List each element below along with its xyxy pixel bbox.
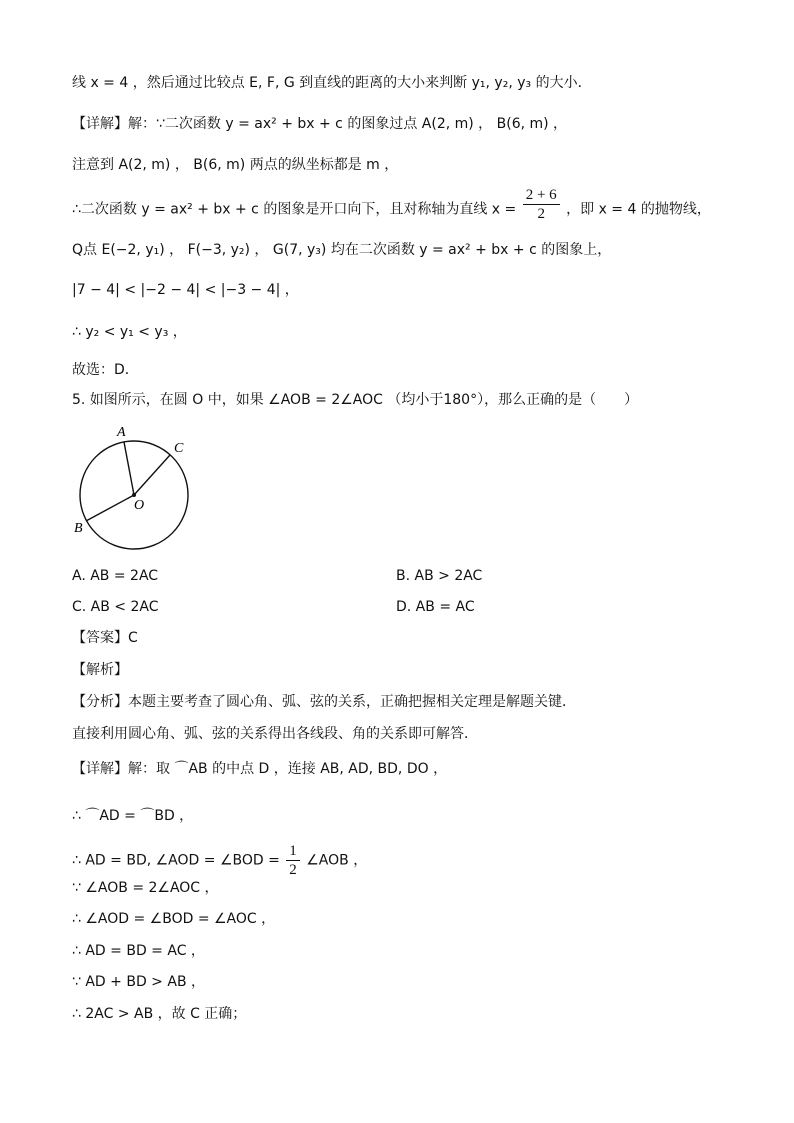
label-c: C — [174, 441, 184, 456]
points-line: Q点 E(−2, y₁) ， F(−3, y₂) ， G(7, y₃) 均在二次函数 y = ax² + bx + c 的图象上， — [72, 242, 612, 258]
step-3: ∵ ∠AOB = 2∠AOC ， — [72, 880, 219, 896]
radius-ob — [86, 495, 134, 521]
circle-figure — [72, 418, 212, 558]
label-b: B — [74, 521, 83, 536]
abs-compare-line: |7 − 4| < |−2 − 4| < |−3 − 4| ， — [72, 282, 299, 298]
center-point — [132, 493, 136, 497]
detail-solution: 【详解】解：取 ⌒AB 的中点 D ，连接 AB, AD, BD, DO ， — [72, 761, 448, 777]
option-a: A. AB = 2AC — [72, 568, 159, 584]
step-7: ∴ 2AC > AB ，故 C 正确； — [72, 1006, 247, 1022]
radius-oc — [134, 455, 170, 495]
label-o: O — [134, 498, 145, 513]
label-a: A — [117, 425, 126, 440]
option-b: B. AB > 2AC — [396, 568, 483, 584]
choice-line: 故选：D． — [72, 362, 139, 378]
axis-line — [72, 187, 711, 223]
half-numerator: 1 — [286, 842, 300, 861]
axis-line-text-b: ，即 x = 4 的抛物线， — [566, 201, 711, 218]
question-5: 5. 如图所示，在圆 O 中，如果 ∠AOB = 2∠AOC （均小于180°），那么正确的是（ ） — [72, 392, 639, 408]
analysis-text-2: 直接利用圆心角、弧、弦的关系得出各线段、角的关系即可解答． — [72, 726, 478, 742]
y-compare-line: ∴ y₂ < y₁ < y₃ ， — [72, 324, 187, 340]
note-line: 注意到 A(2, m) ， B(6, m) 两点的纵坐标都是 m ， — [72, 157, 399, 173]
step-5: ∴ AD = BD = AC ， — [72, 943, 205, 959]
detail-line: 【详解】解：∵二次函数 y = ax² + bx + c 的图象过点 A(2, m) ， B(6, m) ， — [72, 116, 568, 132]
step-1: ∴ ⌒AD = ⌒BD ， — [72, 808, 194, 824]
radius-oa — [124, 442, 134, 495]
option-d: D. AB = AC — [396, 599, 475, 615]
step-2-text-b: ∠AOB ， — [306, 852, 368, 869]
step-2 — [72, 842, 367, 879]
solution-line-1: 线 x = 4 ，然后通过比较点 E, F, G 到直线的距离的大小来判断 y₁, y₂, y₃ 的大小． — [72, 75, 592, 91]
option-c: C. AB < 2AC — [72, 599, 159, 615]
analysis-text: 【分析】本题主要考查了圆心角、弧、弦的关系，正确把握相关定理是解题关键． — [72, 694, 576, 710]
step-4: ∴ ∠AOD = ∠BOD = ∠AOC ， — [72, 911, 276, 927]
half-fraction — [286, 842, 300, 879]
step-6: ∵ AD + BD > AB ， — [72, 974, 205, 990]
axis-line-text-a: ∴二次函数 y = ax² + bx + c 的图象是开口向下，且对称轴为直线 x = — [72, 201, 517, 218]
answer-label: 【答案】C — [72, 630, 138, 646]
fraction-numerator: 2 + 6 — [523, 186, 560, 205]
step-2-text-a: ∴ AD = BD, ∠AOD = ∠BOD = — [72, 852, 280, 869]
fraction — [523, 186, 560, 223]
half-denominator: 2 — [289, 862, 297, 878]
fraction-denominator: 2 — [537, 206, 545, 222]
analysis-label: 【解析】 — [72, 662, 128, 678]
